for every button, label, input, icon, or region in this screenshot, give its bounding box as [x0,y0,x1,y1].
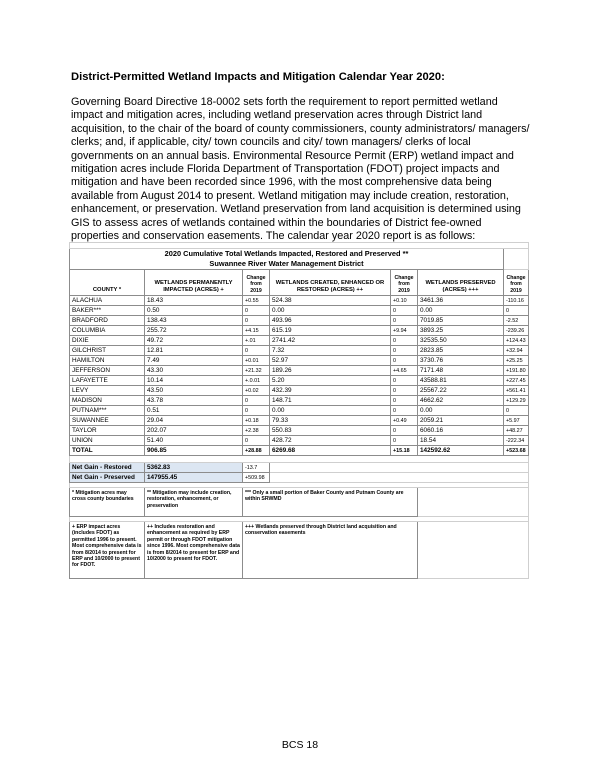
cell-preserved: 0.00 [418,306,504,316]
table-row [70,296,529,306]
cell-county: TOTAL [70,446,145,456]
cell-restored: 6269.68 [270,446,391,456]
cell-change-restored: 0 [391,316,418,326]
cell-restored: 189.26 [270,366,391,376]
cell-impacted: 51.40 [145,436,243,446]
cell-change-impacted: 0 [243,396,270,406]
cell-preserved: 2059.21 [418,416,504,426]
cell-change-restored: +4.65 [391,366,418,376]
cell-preserved: 25567.22 [418,386,504,396]
spacer [270,463,529,473]
cell-change-restored: 0 [391,426,418,436]
paragraph-line: GIS to assess acres of wetlands contained within the boundaries of District fee-owned [71,216,482,229]
cell-change-restored: 0 [391,336,418,346]
cell-change-impacted: +0.55 [243,296,270,306]
cell-impacted: 10.14 [145,376,243,386]
table-row [70,366,529,376]
cell-change-impacted: +.01 [243,336,270,346]
cell-change-preserved: -222.34 [504,436,529,446]
notes-row [70,522,529,579]
cell-restored: 432.39 [270,386,391,396]
cell-preserved: 3893.25 [418,326,504,336]
cell-impacted: 0.50 [145,306,243,316]
cell-county: GILCHRIST [70,346,145,356]
paragraph-line: governments on an annual basis. Environmental Resource Permit (ERP) wetland impact and [71,149,514,162]
cell-change-restored: +9.94 [391,326,418,336]
cell-restored: 5.20 [270,376,391,386]
note-preserved: +++ Wetlands preserved through District land acquisition and conservation easements [243,522,418,579]
cell-change-preserved: +48.27 [504,426,529,436]
total-row [70,446,529,456]
net-gain-value: 147955.45 [145,473,243,483]
cell-preserved: 142592.62 [418,446,504,456]
cell-change-impacted: +.0.01 [243,376,270,386]
cell-change-preserved: +561.41 [504,386,529,396]
cell-change-preserved: +25.25 [504,356,529,366]
table-row [70,386,529,396]
intro-paragraph [71,96,541,243]
cell-county: HAMILTON [70,356,145,366]
cell-restored: 79.33 [270,416,391,426]
header-preserved: WETLANDS PRESERVED (ACRES) +++ [418,270,504,296]
cell-change-preserved: 0 [504,306,529,316]
cell-county: TAYLOR [70,426,145,436]
cell-change-preserved: +523.68 [504,446,529,456]
notes-row [70,488,529,517]
net-gain-row [70,463,529,473]
paragraph-line: impact and mitigation acres, including wetland preservation acres through District land [71,109,483,122]
cell-change-restored: +0.10 [391,296,418,306]
header-county: COUNTY * [70,270,145,296]
spacer [418,488,529,517]
cell-change-preserved: -2.52 [504,316,529,326]
cell-preserved: 32535.50 [418,336,504,346]
cell-change-restored: 0 [391,306,418,316]
table-row [70,406,529,416]
cell-change-restored: +15.18 [391,446,418,456]
cell-change-preserved: +129.29 [504,396,529,406]
cell-impacted: 43.50 [145,386,243,396]
spacer [418,522,529,579]
paragraph-line: mitigation and have been recorded since 1996, with the most comprehensive data being [71,176,492,189]
cell-county: COLUMBIA [70,326,145,336]
cell-change-impacted: +0.18 [243,416,270,426]
table-title: 2020 Cumulative Total Wetlands Impacted, Restored and Preserved ** [70,249,504,260]
cell-restored: 2741.42 [270,336,391,346]
cell-impacted: 12.81 [145,346,243,356]
cell-change-impacted: +21.32 [243,366,270,376]
table-row [70,346,529,356]
cell-change-restored: 0 [391,356,418,366]
cell-impacted: 18.43 [145,296,243,306]
note-county: * Mitigation acres may cross county boundaries [70,488,145,517]
cell-change-restored: 0 [391,346,418,356]
cell-change-restored: 0 [391,436,418,446]
cell-change-impacted: 0 [243,406,270,416]
paragraph-line: clerks; and, if applicable, city/ town councils and city/ town managers/ clerks of local [71,136,471,149]
cell-change-preserved: +191.80 [504,366,529,376]
table-row [70,336,529,346]
paragraph-line: enhancement, or preservation. Wetland preservation from land acquisition is determined using [71,203,521,216]
cell-impacted: 202.07 [145,426,243,436]
table-row [70,326,529,336]
cell-restored: 0.00 [270,406,391,416]
cell-restored: 428.72 [270,436,391,446]
note-restoration: ++ Includes restoration and enhancement as required by ERP permit or through FDOT mitigation since 1996. Most comprehensive data is from 8/2014 to present for ERP and 10/2000 to present for FDOT. [145,522,243,579]
cell-change-preserved: +227.45 [504,376,529,386]
net-gain-label: Net Gain - Restored [70,463,145,473]
net-gain-label: Net Gain - Preserved [70,473,145,483]
cell-impacted: 7.49 [145,356,243,366]
cell-change-impacted: +4.15 [243,326,270,336]
table-row [70,306,529,316]
cell-impacted: 29.04 [145,416,243,426]
header-change-preserved: Change from 2019 [504,270,529,296]
cell-restored: 0.00 [270,306,391,316]
cell-change-impacted: +2.38 [243,426,270,436]
spacer [270,473,529,483]
paragraph-line: acquisition, to the chair of the board of county commissioners, county administrators/ managers/ [71,122,530,135]
table-row [70,436,529,446]
cell-change-impacted: 0 [243,436,270,446]
wetlands-report-table [69,242,529,579]
net-gain-value: 5362.83 [145,463,243,473]
cell-preserved: 3461.36 [418,296,504,306]
cell-change-impacted: +0.01 [243,356,270,366]
table-subtitle: Suwannee River Water Management District [70,259,504,270]
cell-preserved: 6060.16 [418,426,504,436]
cell-restored: 7.32 [270,346,391,356]
cell-change-impacted: +0.02 [243,386,270,396]
note-mitigation: ** Mitigation may include creation, restoration, enhancement, or preservation [145,488,243,517]
paragraph-line: available from August 2014 to present. Wetland mitigation may include creation, restoration, [71,189,509,202]
cell-impacted: 0.51 [145,406,243,416]
cell-county: DIXIE [70,336,145,346]
cell-county: LAFAYETTE [70,376,145,386]
paragraph-line: Governing Board Directive 18-0002 sets forth the requirement to report permitted wetland [71,96,498,108]
cell-county: UNION [70,436,145,446]
cell-impacted: 43.78 [145,396,243,406]
cell-county: LEVY [70,386,145,396]
paragraph-line: mitigation acres include Florida Department of Transportation (FDOT) project impacts and [71,163,500,176]
page-footer: BCS 18 [281,739,319,751]
cell-change-preserved: -110.16 [504,296,529,306]
cell-preserved: 7019.85 [418,316,504,326]
cell-change-preserved: +124.43 [504,336,529,346]
cell-preserved: 2823.85 [418,346,504,356]
cell-change-impacted: +28.88 [243,446,270,456]
net-gain-change: +509.98 [243,473,270,483]
cell-preserved: 18.54 [418,436,504,446]
net-gain-change: -13.7 [243,463,270,473]
cell-change-impacted: 0 [243,306,270,316]
spacer [70,456,529,463]
cell-change-preserved: +5.97 [504,416,529,426]
cell-county: MADISON [70,396,145,406]
header-impacted: WETLANDS PERMANENTLY IMPACTED (ACRES) + [145,270,243,296]
cell-county: JEFFERSON [70,366,145,376]
cell-restored: 524.38 [270,296,391,306]
cell-change-impacted: 0 [243,346,270,356]
cell-county: BAKER*** [70,306,145,316]
cell-change-restored: 0 [391,376,418,386]
table-row [70,316,529,326]
cell-county: PUTNAM*** [70,406,145,416]
cell-change-restored: +0.49 [391,416,418,426]
cell-change-preserved: -239.26 [504,326,529,336]
cell-restored: 615.19 [270,326,391,336]
cell-impacted: 49.72 [145,336,243,346]
cell-impacted: 138.43 [145,316,243,326]
page-heading: District-Permitted Wetland Impacts and Mitigation Calendar Year 2020: [71,71,445,83]
cell-county: BRADFORD [70,316,145,326]
cell-preserved: 4662.62 [418,396,504,406]
note-small-portion: *** Only a small portion of Baker County and Putnam County are within SRWMD [243,488,418,517]
cell-preserved: 7171.48 [418,366,504,376]
header-change-impacted: Change from 2019 [243,270,270,296]
cell-restored: 493.96 [270,316,391,326]
table-row [70,356,529,366]
cell-change-restored: 0 [391,386,418,396]
cell-restored: 148.71 [270,396,391,406]
table-row [70,416,529,426]
table-row [70,396,529,406]
header-change-restored: Change from 2019 [391,270,418,296]
cell-preserved: 3730.76 [418,356,504,366]
cell-restored: 550.83 [270,426,391,436]
paragraph-line: properties and conservation easements. The calendar year 2020 report is as follows: [71,230,476,243]
cell-change-preserved: +32.94 [504,346,529,356]
cell-change-impacted: 0 [243,316,270,326]
cell-impacted: 43.30 [145,366,243,376]
cell-impacted: 255.72 [145,326,243,336]
cell-preserved: 0.00 [418,406,504,416]
cell-impacted: 906.85 [145,446,243,456]
cell-county: SUWANNEE [70,416,145,426]
cell-preserved: 43588.81 [418,376,504,386]
net-gain-row [70,473,529,483]
cell-change-preserved: 0 [504,406,529,416]
header-restored: WETLANDS CREATED, ENHANCED OR RESTORED (ACRES) ++ [270,270,391,296]
cell-change-restored: 0 [391,396,418,406]
note-erp: + ERP impact acres (includes FDOT) as permitted 1996 to present. Most comprehensive data is from 8/2014 to present for ERP and 10/2000 to present for FDOT. [70,522,145,579]
table-row [70,376,529,386]
cell-change-restored: 0 [391,406,418,416]
cell-county: ALACHUA [70,296,145,306]
cell-restored: 52.97 [270,356,391,366]
table-row [70,426,529,436]
